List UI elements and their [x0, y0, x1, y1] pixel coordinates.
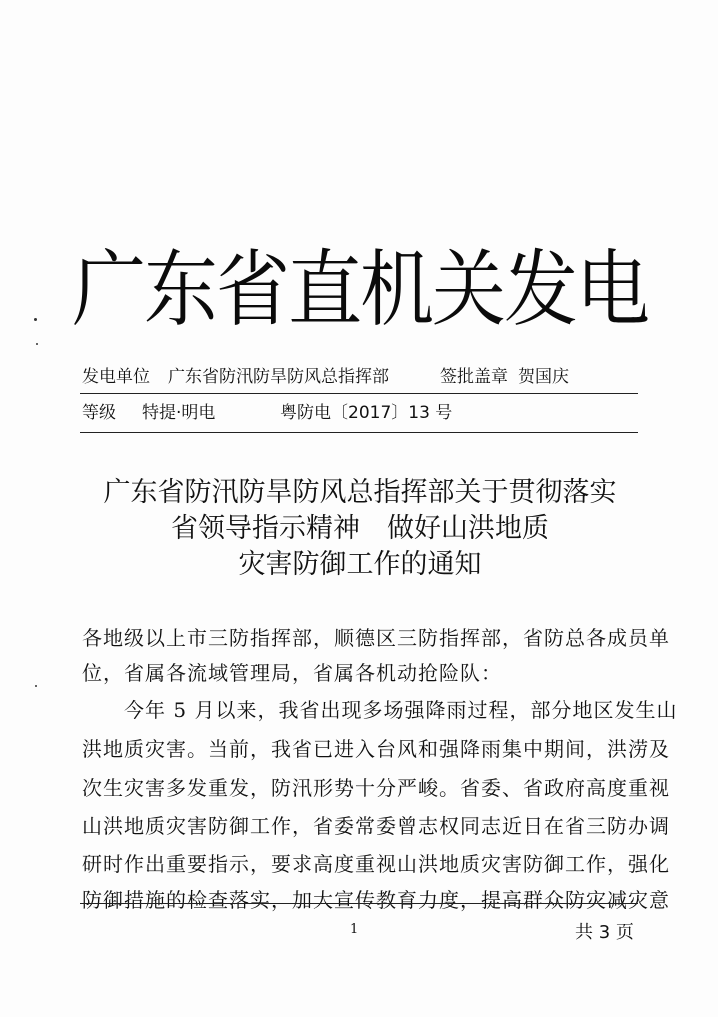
grade-row: [82, 402, 637, 424]
body-line: 研时作出重要指示，要求高度重视山洪地质灾害防御工作，强化: [82, 852, 670, 876]
grade-label: 等级: [82, 403, 116, 423]
telegram-banner: 广东省直机关发电: [72, 241, 648, 339]
sender-label: 发电单位: [82, 367, 150, 387]
body-line: 洪地质灾害。当前，我省已进入台风和强降雨集中期间，洪涝及: [82, 737, 670, 761]
scan-speck: [36, 343, 38, 345]
body-line: 位，省属各流域管理局，省属各机动抢险队：: [82, 661, 502, 685]
page-number: 1: [350, 922, 359, 937]
sender-value: 广东省防汛防旱防风总指挥部: [168, 367, 389, 387]
sign-label: 签批盖章: [440, 367, 508, 387]
body-line: 次生灾害多发重发，防汛形势十分严峻。省委、省政府高度重视: [82, 776, 670, 800]
scan-speck: [34, 318, 37, 321]
footer-divider: [80, 903, 638, 904]
sender-row: [82, 366, 637, 388]
body-line: 今年 5 月以来，我省出现多场强降雨过程，部分地区发生山: [82, 698, 678, 722]
document-title-line: 广东省防汛防旱防风总指挥部关于贯彻落实: [103, 477, 617, 508]
grade-value: 特提·明电: [142, 403, 216, 423]
document-title-line: 省领导指示精神 做好山洪地质: [171, 513, 549, 544]
sign-value: 贺国庆: [518, 367, 569, 387]
body-line: 防御措施的检查落实，加大宣传教育力度，提高群众防灾减灾意: [82, 888, 670, 912]
scan-speck: [35, 685, 37, 687]
document-title-line: 灾害防御工作的通知: [238, 549, 482, 580]
header-divider: [80, 393, 638, 394]
total-pages: 共 3 页: [575, 922, 634, 943]
header-divider: [80, 432, 638, 433]
doc-number: 粤防电〔2017〕13 号: [280, 403, 453, 423]
body-line: 各地级以上市三防指挥部，顺德区三防指挥部，省防总各成员单: [82, 626, 670, 650]
body-line: 山洪地质灾害防御工作，省委常委曾志权同志近日在省三防办调: [82, 814, 670, 838]
